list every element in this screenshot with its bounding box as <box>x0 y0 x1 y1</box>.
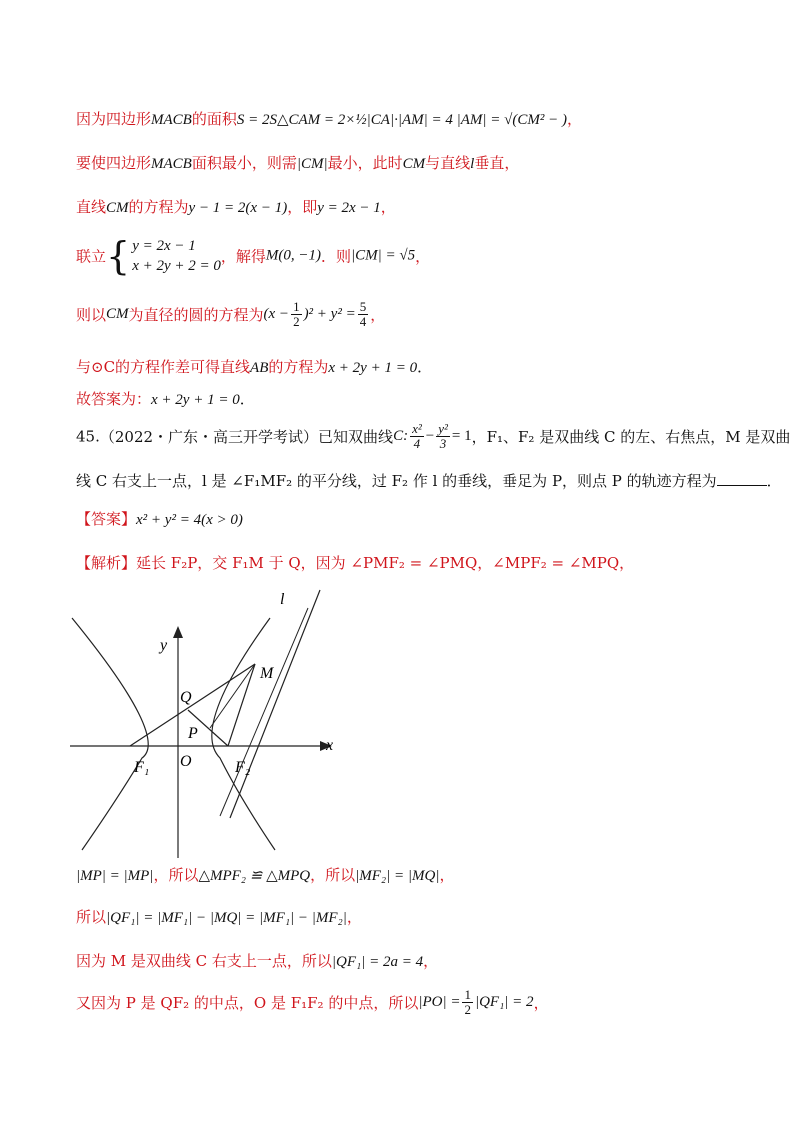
sol-line-6: 与⊙C的方程作差可得直线AB的方程为x + 2y + 1 = 0． <box>76 358 433 376</box>
fraction: $\frac{\text{y²}}{3}$ <box>438 421 448 451</box>
problem-45-line-1: 45.（2022・广东・高三开学考试）已知双曲线C: $\frac{\text{x²}}{4}$ − $\frac{\text{y²}}{3}$ = 1，F₁、F₂ 是双曲线 C 的左、右焦点，M 是双曲 <box>76 421 791 451</box>
answer-tag: 【答案】 <box>76 510 137 528</box>
label-f1: F₁ <box>134 759 150 776</box>
label-y: y <box>160 637 168 654</box>
analysis-line-3: 所以|QF₁| = |MF₁| − |MQ| = |MF₁| − |MF₂|， <box>76 908 362 926</box>
line-l-2 <box>220 608 308 816</box>
hyperbola-left-branch <box>72 618 148 850</box>
brace-icon: { <box>106 234 131 278</box>
fraction: $\frac{5}{4}$ <box>359 299 367 329</box>
label-p: P <box>188 725 198 742</box>
label-q: Q <box>180 689 192 706</box>
label-m: M <box>260 665 274 682</box>
quad-name: MACB <box>151 112 192 128</box>
sol-line-7: 故答案为：x + 2y + 1 = 0． <box>76 390 255 408</box>
fraction: $\frac{1}{2}$ <box>293 299 300 329</box>
sol-line-1: 因为四边形MACB的面积S = 2S△CAM = 2×½|CA|·|AM| = 4 |AM| = √(CM² − )， <box>76 110 582 128</box>
problem-source: （2022・广东・高三开学考试） <box>99 428 319 446</box>
sol-line-4: 联立{ y = 2x − 1 x + 2y + 2 = 0，解得M(0, −1)．则|CM| = √5， <box>76 234 431 278</box>
analysis-tag: 【解析】 <box>76 554 137 572</box>
segment-p-m <box>210 664 255 728</box>
analysis-line-2: |MP| = |MP|，所以△MPF₂ ≌ △MPQ，所以|MF₂| = |MQ|， <box>76 866 455 884</box>
analysis-line-5: 又因为 P 是 QF₂ 的中点，O 是 F₁F₂ 的中点，所以|PO| = $\frac{1}{2}$ |QF₁| = 2， <box>76 987 549 1017</box>
answer-line <box>76 508 243 529</box>
label-o: O <box>180 753 192 770</box>
area-formula: S = 2S△CAM = 2×½|CA|·|AM| = 4 |AM| = √(CM² − ) <box>236 112 567 128</box>
y-axis-arrow-icon <box>173 626 183 638</box>
label-l: l <box>280 591 285 608</box>
label-x: x <box>326 737 334 754</box>
line-l <box>230 590 320 818</box>
sol-line-3: 直线CM的方程为y − 1 = 2(x − 1)，即y = 2x − 1， <box>76 198 396 216</box>
analysis-line-4: 因为 M 是双曲线 C 右支上一点，所以|QF₁| = 2a = 4， <box>76 952 439 970</box>
label-f2: F₂ <box>235 759 251 776</box>
answer-blank <box>717 471 767 486</box>
hyperbola-figure <box>70 588 340 858</box>
equation-system: y = 2x − 1 x + 2y + 2 = 0 <box>132 238 221 274</box>
sol-line-2: 要使四边形MACB面积最小，则需|CM|最小，此时CM与直线l垂直， <box>76 154 520 172</box>
answer-value: x² + y² = 4(x > 0) <box>136 512 243 528</box>
problem-number: 45. <box>76 427 100 446</box>
analysis-line-1: 【解析】延长 F₂P，交 F₁M 于 Q，因为 ∠PMF₂ = ∠PMQ，∠MPF₂ = ∠MPQ， <box>76 554 635 572</box>
fraction: $\frac{1}{2}$ <box>464 987 471 1017</box>
sol-line-5: 则以CM为直径的圆的方程为(x − $\frac{1}{2}$ )² + y² = $\frac{5}{4}$ ， <box>76 299 386 329</box>
problem-45-line-2: 线 C 右支上一点，l 是 ∠F₁MF₂ 的平分线，过 F₂ 作 l 的垂线，垂足为 P，则点 P 的轨迹方程为 ． <box>76 472 782 490</box>
hyperbola-right-branch <box>212 618 275 850</box>
fraction: $\frac{\text{x²}}{4}$ <box>412 421 422 451</box>
